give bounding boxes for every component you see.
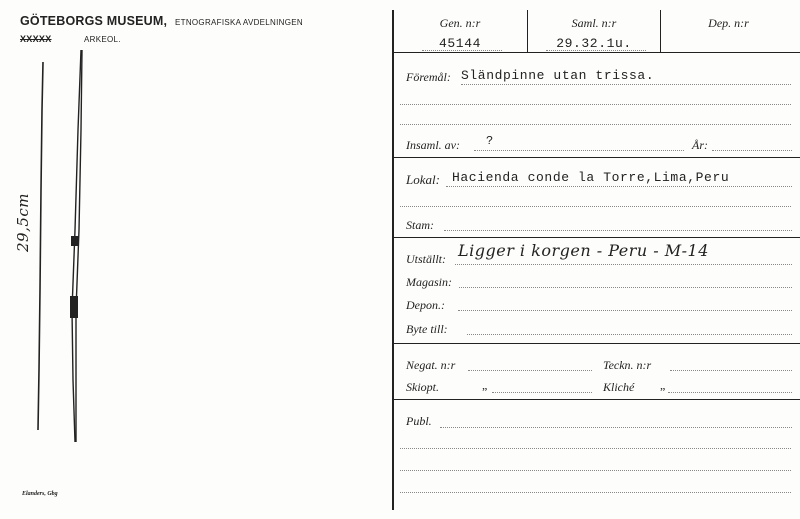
museum-name: GÖTEBORGS MUSEUM,	[20, 14, 168, 28]
foremal-dots-2	[400, 104, 791, 105]
negat-dots	[468, 370, 592, 371]
depon-label: Depon.:	[406, 298, 445, 312]
card-left-border	[392, 10, 394, 510]
foremal-label: Föremål:	[406, 70, 451, 84]
byte-label: Byte till:	[406, 322, 448, 336]
publ-dots-3	[400, 470, 791, 471]
insaml-dots	[474, 150, 684, 151]
archaeology-label: ARKEOL.	[84, 35, 121, 44]
insaml-label: Insaml. av:	[406, 138, 460, 152]
gen-dots	[422, 50, 502, 51]
skiopt-mark: „	[482, 378, 488, 392]
magasin-label: Magasin:	[406, 275, 452, 289]
publ-dots-2	[400, 448, 791, 449]
lokal-value: Hacienda conde la Torre,Lima,Peru	[452, 170, 730, 185]
department-name: ETNOGRAFISKA AVDELNINGEN	[175, 18, 303, 27]
gen-label: Gen. n:r	[439, 16, 481, 30]
teckn-label: Teckn. n:r	[603, 358, 652, 372]
stam-dots	[444, 230, 792, 231]
ar-dots	[712, 150, 792, 151]
utstallt-dots	[455, 264, 792, 265]
ar-label: År:	[692, 138, 708, 152]
saml-value: 29.32.1u.	[556, 36, 632, 51]
stam-label: Stam:	[406, 218, 434, 232]
spindle-band-upper	[71, 236, 79, 246]
publ-dots-4	[400, 492, 791, 493]
kliche-label: Kliché	[603, 380, 635, 394]
foremal-dots-3	[400, 124, 791, 125]
magasin-dots	[459, 287, 792, 288]
foremal-dots	[461, 84, 791, 85]
spindle-band-lower	[70, 296, 78, 318]
section-border-3	[394, 343, 800, 344]
kliche-mark: „	[660, 378, 666, 392]
foremal-value: Sländpinne utan trissa.	[461, 68, 655, 83]
utstallt-value: Ligger i korgen - Peru - M-14	[458, 241, 709, 260]
gen-value: 45144	[438, 36, 481, 51]
header-row-border	[392, 52, 800, 53]
teckn-dots	[670, 370, 792, 371]
saml-label: Saml. n:r	[571, 16, 617, 30]
lokal-dots	[446, 186, 792, 187]
lokal-dots-2	[400, 206, 791, 207]
utstallt-label: Utställt:	[406, 252, 447, 266]
printer-mark: Elanders, Gbg	[22, 491, 58, 497]
negat-label: Negat. n:r	[406, 358, 456, 372]
byte-dots	[467, 334, 792, 335]
publ-dots	[440, 427, 792, 428]
insaml-value: ?	[486, 134, 494, 148]
section-border-1	[394, 157, 800, 158]
dep-label: Dep. n:r	[708, 16, 749, 30]
publ-label: Publ.	[406, 414, 432, 428]
section-border-2	[394, 237, 800, 238]
saml-dots	[546, 50, 646, 51]
object-illustration	[25, 50, 95, 450]
measurement-line	[38, 62, 43, 430]
depon-dots	[458, 310, 792, 311]
lokal-label: Lokal:	[406, 172, 440, 187]
struck-text: XXXXX	[20, 34, 52, 44]
kliche-dots	[668, 392, 792, 393]
skiopt-label: Skiopt.	[406, 380, 439, 394]
skiopt-dots	[492, 392, 592, 393]
section-border-4	[394, 399, 800, 400]
measurement-note: 29,5cm	[14, 192, 32, 252]
